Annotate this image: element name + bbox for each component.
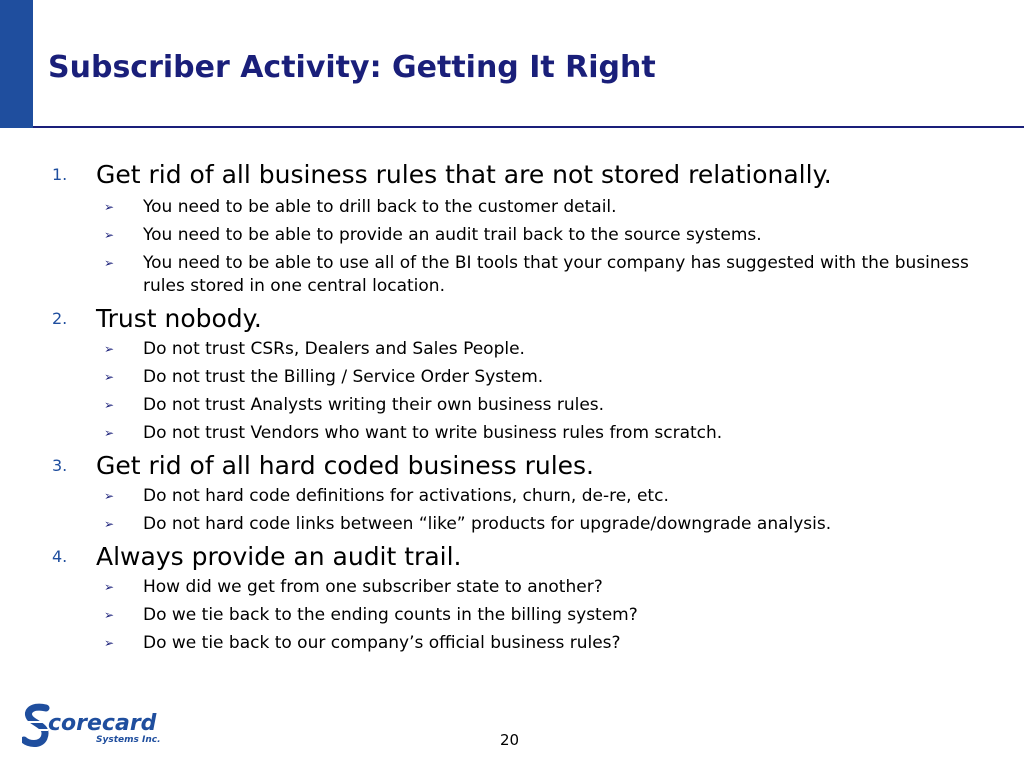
list-item-4	[0, 542, 1024, 655]
chevron-bullet-icon: ➢	[104, 580, 115, 594]
item-title: Trust nobody.	[96, 304, 262, 333]
chevron-bullet-icon: ➢	[104, 517, 115, 531]
sub-bullet-list	[0, 485, 1024, 536]
chevron-bullet-icon: ➢	[104, 489, 115, 503]
sub-bullet-list	[0, 576, 1024, 655]
title-divider	[33, 126, 1024, 128]
logo-name: corecard	[48, 711, 157, 736]
chevron-bullet-icon: ➢	[104, 608, 115, 622]
item-number: 1.	[52, 165, 68, 184]
list-item-1	[0, 160, 1024, 298]
sub-bullet-text: Do not trust CSRs, Dealers and Sales People.	[143, 339, 525, 359]
item-number: 4.	[52, 547, 68, 566]
sub-bullet	[0, 485, 1024, 508]
title-accent-bar	[0, 0, 33, 128]
sub-bullet-text: You need to be able to drill back to the customer detail.	[143, 197, 617, 217]
slide-content	[0, 160, 1024, 660]
list-item-2	[0, 304, 1024, 445]
list-item-3	[0, 451, 1024, 536]
chevron-bullet-icon: ➢	[104, 426, 115, 440]
chevron-bullet-icon: ➢	[104, 398, 115, 412]
sub-bullet	[0, 224, 1024, 247]
sub-bullet	[0, 196, 1024, 219]
chevron-bullet-icon: ➢	[104, 200, 115, 214]
item-number: 3.	[52, 456, 68, 475]
sub-bullet	[0, 252, 1024, 298]
item-title: Always provide an audit trail.	[96, 542, 462, 571]
item-title: Get rid of all business rules that are not stored relationally.	[96, 160, 832, 189]
sub-bullet-text: Do not trust the Billing / Service Order System.	[143, 367, 544, 387]
sub-bullet	[0, 366, 1024, 389]
sub-bullet	[0, 576, 1024, 599]
item-title: Get rid of all hard coded business rules.	[96, 451, 594, 480]
scorecard-logo-icon	[22, 700, 162, 754]
sub-bullet	[0, 632, 1024, 655]
sub-bullet-text: Do we tie back to our company’s official business rules?	[143, 633, 621, 653]
logo-subtitle: Systems Inc.	[96, 735, 161, 745]
logo-graphic	[22, 700, 162, 754]
item-number: 2.	[52, 309, 68, 328]
chevron-bullet-icon: ➢	[104, 228, 115, 242]
sub-bullet-text: Do not hard code links between “like” products for upgrade/downgrade analysis.	[143, 514, 832, 534]
sub-bullet-text: You need to be able to use all of the BI tools that your company has suggested with the business rules stored in one central location.	[143, 253, 969, 296]
page-number: 20	[500, 731, 520, 749]
sub-bullet-text: Do we tie back to the ending counts in the billing system?	[143, 605, 638, 625]
chevron-bullet-icon: ➢	[104, 342, 115, 356]
slide-title: Subscriber Activity: Getting It Right	[48, 50, 656, 85]
sub-bullet	[0, 338, 1024, 361]
sub-bullet	[0, 394, 1024, 417]
sub-bullet-list	[0, 338, 1024, 445]
sub-bullet-text: How did we get from one subscriber state to another?	[143, 577, 603, 597]
sub-bullet-text: You need to be able to provide an audit trail back to the source systems.	[143, 225, 762, 245]
chevron-bullet-icon: ➢	[104, 370, 115, 384]
sub-bullet	[0, 513, 1024, 536]
sub-bullet-text: Do not hard code definitions for activations, churn, de-re, etc.	[143, 486, 669, 506]
sub-bullet-list	[0, 196, 1024, 298]
sub-bullet-text: Do not trust Vendors who want to write business rules from scratch.	[143, 423, 723, 443]
chevron-bullet-icon: ➢	[104, 256, 115, 270]
chevron-bullet-icon: ➢	[104, 636, 115, 650]
sub-bullet	[0, 422, 1024, 445]
sub-bullet-text: Do not trust Analysts writing their own business rules.	[143, 395, 605, 415]
sub-bullet	[0, 604, 1024, 627]
